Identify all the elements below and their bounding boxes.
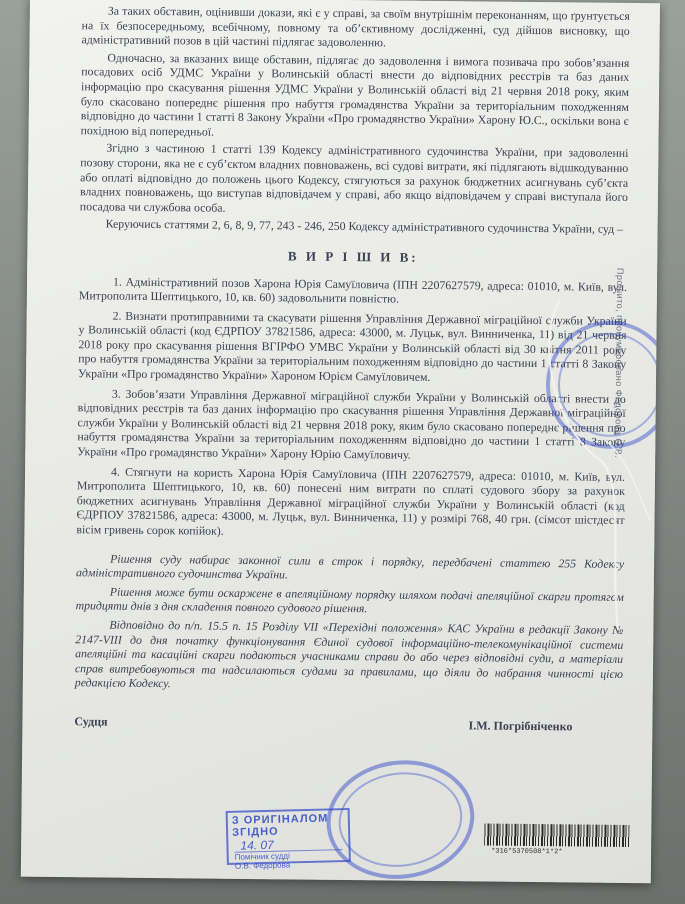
- barcode: [484, 824, 629, 848]
- decision-heading: В И Р І Ш И В:: [287, 248, 419, 265]
- stamp-assistant-role: Помічник судді: [234, 851, 290, 862]
- decision-item: 4. Стягнути на користь Харона Юрія Самуїловича (ІПН 2207627579, адреса: 01010, м. Київ, вул. Митрополита Шептицького, 10, кв. 60) понесені ним витрати по сплаті судового збору за рахунок бюджетних асигнувань Управління Державної міграційної служби України у Волинській області (код ЄДРПОУ 37821586, адреса: 43000, м. Луцьк, вул. Винниченка, 11) у розмірі 768, 40 грн. (сімсот шістдесят вісім гривень сорок копійок).: [76, 464, 626, 538]
- judge-name: І.М. Погрібніченко: [468, 718, 573, 734]
- barcode-number: *316*5370508*1*2*: [491, 847, 563, 857]
- note-transition: Відповідно до п/п. 15.5 п. 15 Розділу VII «Перехідні положення» КАС України в редакції Закону № 2147-VIII до дня початку функціонування Єдиної судової інформаційно-телекомунікаційної системи апеляційні та касаційні скарги подаються учасниками справи до або через відповідні суди, а матеріали справ витребовуються та надсилаються судами за правилами, що діяли до набрання чинності цією редакцією Кодексу.: [74, 617, 624, 691]
- copy-certification-stamp: [226, 808, 351, 871]
- decision-item: 2. Визнати протиправними та скасувати рішення Управління Державної міграційної служби України у Волинській області (код ЄДРПОУ 37821586, адреса: 43000, м. Луцьк, вул. Винниченка, 11) від 21 червня 2018 року про скасування рішення ВГІРФО УМВС України у Волинській області від 30 квітня 2011 року про набуття громадянства України за територіальним походженням відповідно до частини 1 статті 8 Закону України «Про громадянство України» Хароном Юрієм Самуїловичем.: [78, 308, 627, 384]
- signature-role: Судця: [74, 714, 108, 729]
- appeal-notes: [75, 551, 624, 696]
- paragraph-registry-obligation: Одночасно, за вказаних вище обставин, підлягає до задоволення і вимога позивача про зобов’язання посадових осіб УДМС України у Волинській області внести до відповідних реєстрів та баз даних інформацію про скасування рішення УДМС України у Волинській області від 21 червня 2018 року, яким було скасовано попереднє рішення про набуття громадянства України за територіальним походженням відповідно до частини 1 статті 8 Закону України «Про громадянство України» Харону Ю.С., оскільки вона є похідною від попередньої.: [80, 50, 630, 139]
- paragraph-conclusion: За таких обставин, оцінивши докази, які є у справі, за своїм внутрішнім переконанням, що ґрунтується на їх безпосередньому, всебічному, повному та об’єктивному дослідженні, суд дійшов висновку, що адміністративний позов в цій частині підлягає задоволенню.: [81, 3, 630, 50]
- note-appeal: Рішення може бути оскаржене в апеляційному порядку шляхом подачі апеляційної скарги протягом тридцяти днів з дня складення повного судового рішення.: [75, 584, 624, 616]
- document-page: [21, 0, 660, 883]
- side-stamp-text: Прошито, пронумеровано Федорова О.В.: [613, 267, 626, 459]
- signature-block: [74, 714, 622, 734]
- decision-items: [76, 274, 627, 543]
- note-effective: Рішення суду набирає законної сили в строк і порядку, передбачені статтею 255 Кодексу адміністративного судочинства України.: [75, 551, 625, 582]
- paragraph-legal-basis: Керуючись статтями 2, 6, 8, 9, 77, 243 - 246, 250 Кодексу адміністративного судочинства України, суд –: [105, 216, 624, 237]
- stamp-title: З ОРИГІНАЛОМ ЗГІДНО: [231, 812, 329, 839]
- paragraph-court-costs: Згідно з частиною 1 статті 139 Кодексу адміністративного судочинства України, при задоволенні позову сторони, яка не є суб’єктом владних повноважень, всі судові витрати, які підлягають відшкодуванню або оплаті відповідно до положень цього Кодексу, стягуються за рахунок бюджетних асигнувань суб’єкта владних повноважень, що виступав відповідачем у справі, або якщо відповідачем у справі виступала його посадова чи службова особа.: [79, 140, 629, 215]
- decision-item: 1. Адміністративний позов Харона Юрія Самуїловича (ІПН 2207627579, адреса: 01010, м. Київ, вул. Митрополита Шептицького, 10, кв. 60) задовольнити повністю.: [78, 274, 628, 306]
- stamp-date: 14. 07: [234, 836, 342, 853]
- stamp-assistant-name: О.В. Федорова: [234, 860, 291, 871]
- decision-item: 3. Зобов’язати Управління Державної міграційної служби України у Волинській області внести до відповідних реєстрів та баз даних інформацію про скасування рішення Управління Державної міграційної служби України у Волинській області від 21 червня 2018 року, яким було скасовано попереднє рішення про набуття громадянства України за територіальним походженням відповідно до частини 1 статті 8 Закону України «Про громадянство України» Харону Юрію Самуїловичу.: [77, 386, 626, 462]
